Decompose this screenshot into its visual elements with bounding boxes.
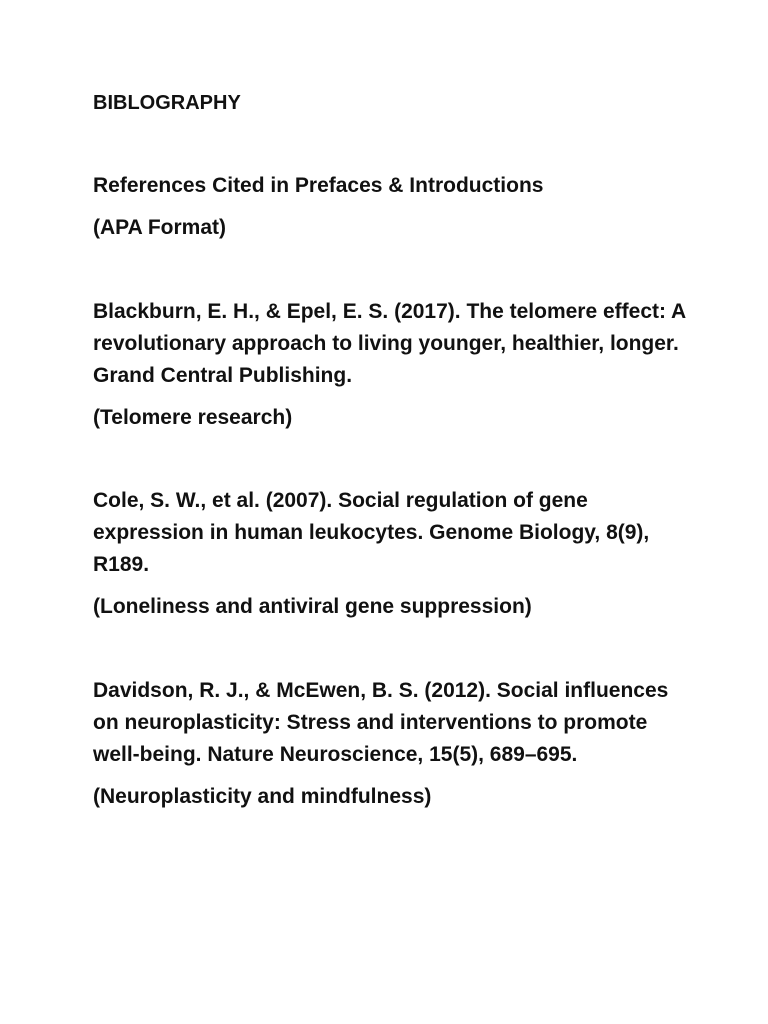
citation-text: Davidson, R. J., & McEwen, B. S. (2012). Social influences on neuroplasticity: Stress and interventions to promote well-being. Nature Neuroscience, 15(5), 689–695. (93, 679, 669, 766)
bibliography-entry (93, 675, 693, 813)
page-title: BIBLOGRAPHY (93, 92, 241, 114)
citation-text: Blackburn, E. H., & Epel, E. S. (2017). The telomere effect: A revolutionary approach to living younger, healthier, longer. Grand Central Publishing. (93, 300, 686, 387)
citation-annotation: (Loneliness and antiviral gene suppression) (93, 595, 532, 618)
citation-text: Cole, S. W., et al. (2007). Social regulation of gene expression in human leukocytes. Genome Biology, 8(9), R189. (93, 489, 650, 576)
bibliography-entry (93, 485, 693, 623)
section-subtitle: References Cited in Prefaces & Introductions (93, 174, 544, 197)
citation-annotation: (Telomere research) (93, 406, 293, 429)
citation-annotation: (Neuroplasticity and mindfulness) (93, 785, 432, 808)
bibliography-entry (93, 296, 693, 434)
format-note: (APA Format) (93, 216, 226, 239)
